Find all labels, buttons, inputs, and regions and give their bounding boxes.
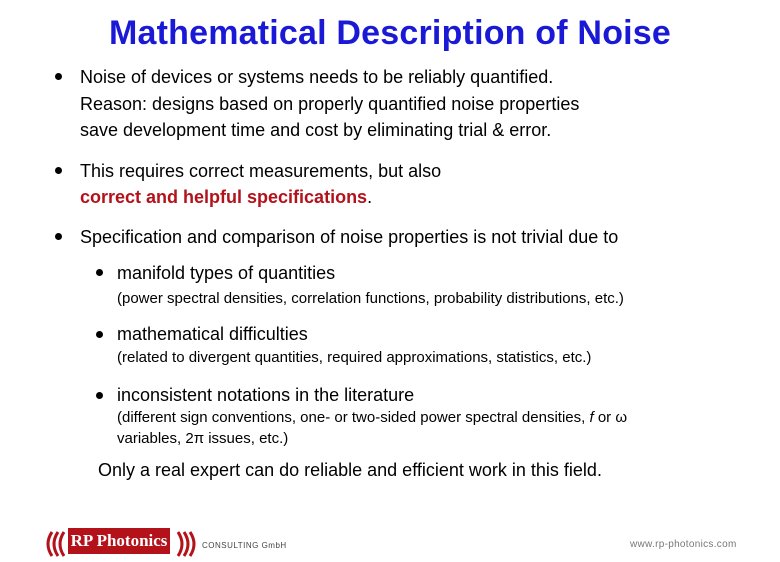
- sub-bullet-dot: [96, 269, 103, 276]
- bullet-3-line-1: Specification and comparison of noise properties is not trivial due to: [80, 227, 619, 247]
- highlight-text: correct and helpful specifications: [80, 187, 368, 207]
- period: .: [367, 187, 373, 207]
- bullet-1-line-3: save development time and cost by eliminating trial & error.: [80, 120, 552, 140]
- bullet-1-line-1: Noise of devices or systems needs to be reliably quantified.: [80, 67, 554, 87]
- company-suffix: CONSULTING GmbH: [202, 541, 287, 550]
- sub-bullet-3-note-line-2: variables, 2π issues, etc.): [117, 430, 289, 447]
- sub-bullet-3-label: inconsistent notations in the literature: [117, 385, 415, 405]
- bullet-1-line-2: Reason: designs based on properly quantified noise properties: [80, 94, 580, 114]
- sub-bullet-1-note: (power spectral densities, correlation functions, probability distributions, etc.): [117, 290, 624, 307]
- bullet-2-line-1: This requires correct measurements, but also: [80, 161, 442, 181]
- bullet-dot: [55, 73, 62, 80]
- sub-bullet-dot: [96, 392, 103, 399]
- slide-title: Mathematical Description of Noise: [108, 14, 672, 52]
- bullet-2-line-2: [80, 185, 372, 209]
- sub-bullet-dot: [96, 331, 103, 338]
- f-symbol: f: [589, 409, 594, 426]
- bullet-dot: [55, 233, 62, 240]
- or-text: or: [597, 409, 612, 426]
- bullet-dot: [55, 167, 62, 174]
- website-url: www.rp-photonics.com: [630, 539, 737, 550]
- sub-bullet-2-label: mathematical difficulties: [117, 324, 308, 344]
- sub-bullet-1-label: manifold types of quantities: [117, 263, 336, 283]
- note-text: (different sign conventions, one- or two-sided power spectral densities,: [117, 409, 586, 426]
- sub-bullet-2-note: (related to divergent quantities, required approximations, statistics, etc.): [117, 349, 592, 366]
- sub-bullet-3-note-line-1: [117, 407, 627, 428]
- omega-symbol: ω: [615, 409, 628, 426]
- rp-photonics-logo: RP Photonics: [68, 528, 170, 554]
- conclusion-text: Only a real expert can do reliable and efficient work in this field.: [98, 460, 602, 480]
